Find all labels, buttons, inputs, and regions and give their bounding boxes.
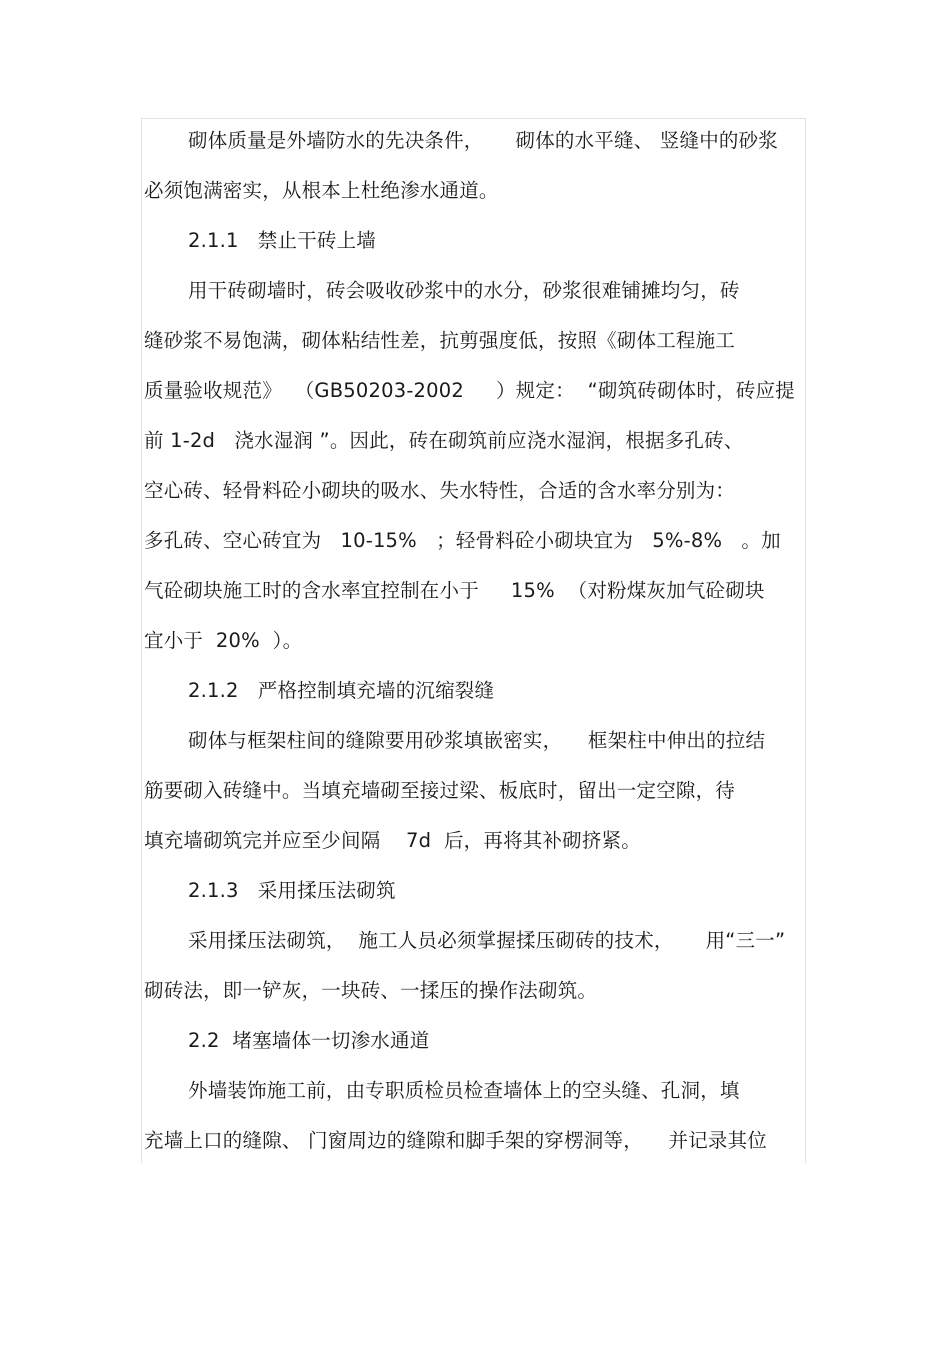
paragraph-2-line-8: 宜小于 20% ）。 — [144, 629, 303, 652]
section-heading-2-1-3: 2.1.3 采用揉压法砌筑 — [188, 879, 396, 902]
paragraph-2-line-2: 缝砂浆不易饱满，砌体粘结性差，抗剪强度低，按照《砌体工程施工 — [144, 329, 736, 352]
paragraph-1-line-2: 必须饱满密实，从根本上杜绝渗水通道。 — [144, 179, 499, 202]
paragraph-2-line-5: 空心砖、轻骨料砼小砌块的吸水、失水特性，合适的含水率分别为： — [144, 479, 736, 502]
paragraph-5-line-1: 外墙装饰施工前，由专职质检员检查墙体上的空头缝、孔洞，填 — [188, 1079, 740, 1102]
paragraph-2-line-6: 多孔砖、空心砖宜为 10-15% ；轻骨料砼小砌块宜为 5%-8% 。加 — [144, 529, 781, 552]
paragraph-2-line-7: 气砼砌块施工时的含水率宜控制在小于 15% （对粉煤灰加气砼砌块 — [144, 579, 765, 602]
paragraph-2-line-4: 前 1-2d 浇水湿润 ”。因此，砖在砌筑前应浇水湿润，根据多孔砖、 — [144, 429, 744, 452]
paragraph-4-line-1: 采用揉压法砌筑， 施工人员必须掌握揉压砌砖的技术， 用“三一” — [188, 929, 786, 952]
paragraph-2-line-1: 用干砖砌墙时，砖会吸收砂浆中的水分，砂浆很难铺摊均匀，砖 — [188, 279, 740, 302]
paragraph-5-line-2: 充墙上口的缝隙、 门窗周边的缝隙和脚手架的穿楞洞等， 并记录其位 — [144, 1129, 767, 1152]
section-heading-2-1-1: 2.1.1 禁止干砖上墙 — [188, 229, 377, 252]
paragraph-2-line-3: 质量验收规范》 （GB50203-2002 ）规定： “砌筑砖砌体时，砖应提 — [144, 379, 795, 402]
section-heading-2-2: 2.2 堵塞墙体一切渗水通道 — [188, 1029, 430, 1052]
paragraph-3-line-3: 填充墙砌筑完并应至少间隔 7d 后，再将其补砌挤紧。 — [144, 829, 641, 852]
paragraph-1-line-1: 砌体质量是外墙防水的先决条件， 砌体的水平缝、 竖缝中的砂浆 — [188, 129, 778, 152]
paragraph-3-line-2: 筋要砌入砖缝中。当填充墙砌至接过梁、板底时，留出一定空隙，待 — [144, 779, 736, 802]
paragraph-4-line-2: 砌砖法，即一铲灰，一块砖、一揉压的操作法砌筑。 — [144, 979, 598, 1002]
paragraph-3-line-1: 砌体与框架柱间的缝隙要用砂浆填嵌密实， 框架柱中伸出的拉结 — [188, 729, 766, 752]
section-heading-2-1-2: 2.1.2 严格控制填充墙的沉缩裂缝 — [188, 679, 495, 702]
